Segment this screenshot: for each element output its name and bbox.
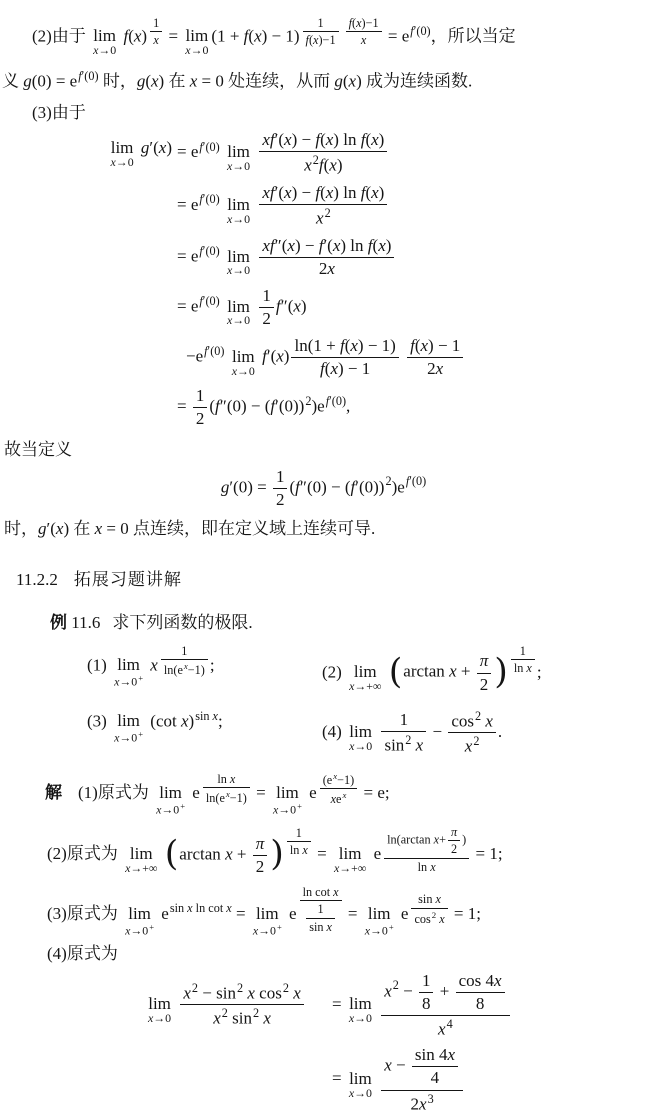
derivation-row-1 bbox=[74, 130, 645, 176]
solution-1-math: (1)原式为 lim x→0+ e $^{\frac{\text{ln x}}{\ln(e^x-1)}}$ = lim x→0+ e $^{\frac{(e^x-1)}{xe^x}}$ = e; bbox=[78, 771, 390, 817]
solution-label: 解 bbox=[45, 783, 62, 803]
section-title: 拓展习题讲解 bbox=[73, 570, 182, 590]
derivation-block bbox=[74, 130, 645, 429]
problem-4: (4) lim x→0 $\frac{1}{\sin^2 x}$ − $\frac{\cos^2 x}{x^2}$ . bbox=[322, 708, 503, 757]
example-header bbox=[50, 612, 645, 633]
derivation-row-3 bbox=[74, 236, 645, 279]
final-derivation-block bbox=[145, 971, 645, 1114]
para-conclusion: 时，g′(x) 在 x = 0 点连续，即在定义域上连续可导. bbox=[4, 518, 376, 538]
para-gudingyi: 故当定义 bbox=[4, 440, 72, 460]
example-label: 例 bbox=[50, 613, 67, 633]
derivation-row-4 bbox=[74, 286, 645, 329]
problem-list bbox=[87, 640, 645, 762]
derivation-rhs: = $e^{f'(0)}$ lim x→0 $\frac{\text{xf′(x) − f(x) ln f(x)}}{x^2f(x)}$ bbox=[177, 130, 389, 176]
section-number: 11.2.2 bbox=[16, 570, 58, 590]
example-number: 11.6 bbox=[71, 613, 101, 633]
derivation-rhs: = $e^{f'(0)}$ lim x→0 $\frac{\text{xf′(x) − f(x) ln f(x)}}{x^2}$ bbox=[177, 183, 389, 229]
section-heading bbox=[16, 569, 645, 590]
final-derivation-row-2 bbox=[145, 1045, 645, 1114]
problem-2: (2) lim x→+∞ ( arctan x + $\frac{\pi}{2}$ ) $^{\frac{1}{\text{ln x}}}$ ; bbox=[322, 643, 542, 694]
derivation-lhs: lim x→0 g′(x) bbox=[110, 138, 172, 170]
derivation-rhs: = $\frac{1}{2}$ $(f''(0) - (f'(0))^2)e^{f'(0)}$, bbox=[177, 386, 351, 429]
g-prime-definition-formula: g′(0) = $\frac{1}{2}$ $(f''(0) - (f'(0))^2)e^{f'(0)}$ bbox=[220, 466, 427, 509]
solution-line-4: (4)原式为 bbox=[47, 944, 118, 964]
final-derivation-row-1 bbox=[145, 971, 645, 1040]
final-rhs: = lim x→0 $x^2$ − $\frac{1}{8}$ + $\frac{\cos 4x}{8}$ $x^4$ bbox=[332, 971, 512, 1040]
solution-line-3: (3)原式为 lim x→0+ $e^{sin x ln cot x}$ = lim x→0+ e $^{\frac{\text{ln cot x}}{\frac{1}{\text{sin x}}}}$ = lim x→0+ e $^{\frac{\text{sin x}}{\cos^2 x}}$ = 1; bbox=[47, 884, 481, 938]
derivation-row-5 bbox=[74, 336, 645, 379]
derivation-rhs: $-e^{f'(0)}$ lim x→0 f′(x) $\frac{\ln(1 + f(x) - 1)}{f(x) - 1}$ $\frac{f(x) - 1}{2x}$ bbox=[186, 336, 465, 379]
final-lhs: lim x→0 $\frac{x^2 - \sin^2 x \cos^2 x}{x^2 \sin^2 x}$ bbox=[145, 981, 332, 1030]
derivation-rhs: = $e^{f'(0)}$ lim x→0 $\frac{1}{2}$ f″(x) bbox=[177, 286, 307, 329]
problem-1: (1) lim x→0+ x $^{\frac{1}{\ln(e^x-1)}}$ ; bbox=[87, 643, 215, 689]
solution-line-2: (2)原式为 lim x→+∞ ( arctan x + $\frac{\pi}{2}$ ) $^{\frac{1}{\text{ln x}}}$ = lim x→+∞ e $^{ln(arctan x+ \frac{\pi}{2} ) ln x}$ = 1; bbox=[47, 824, 503, 876]
derivation-row-6 bbox=[74, 386, 645, 429]
solution-line-1 bbox=[45, 771, 645, 817]
example-text: 求下列函数的极限. bbox=[112, 613, 253, 633]
final-rhs: = lim x→0 x − $\frac{\sin 4x}{4}$ $2x^3$ bbox=[332, 1045, 465, 1114]
para-2-line-2: 义 $g(0) = e^{f'(0)}$ 时，g(x) 在 x = 0 处连续，从而 g(x) 成为连续函数. bbox=[2, 69, 473, 91]
para-2-line-1: (2)由于 lim x→0 f(x) $^{\frac{1}{x}}$ = lim x→0 (1 + f(x) − 1) $^{\frac{1}{f(x)-1} \frac{f(x)-1}{x}}$ = $e^{f'(0)}$，所以当定 bbox=[32, 16, 516, 58]
derivation-row-2 bbox=[74, 183, 645, 229]
para-3-intro: (3)由于 bbox=[32, 103, 86, 123]
problem-3: (3) lim x→0+ (cot x)$^{sin x}$; bbox=[87, 708, 223, 745]
derivation-rhs: = $e^{f'(0)}$ lim x→0 $\frac{\text{xf″(x) − f′(x) ln f(x)}}{2x}$ bbox=[177, 236, 396, 279]
